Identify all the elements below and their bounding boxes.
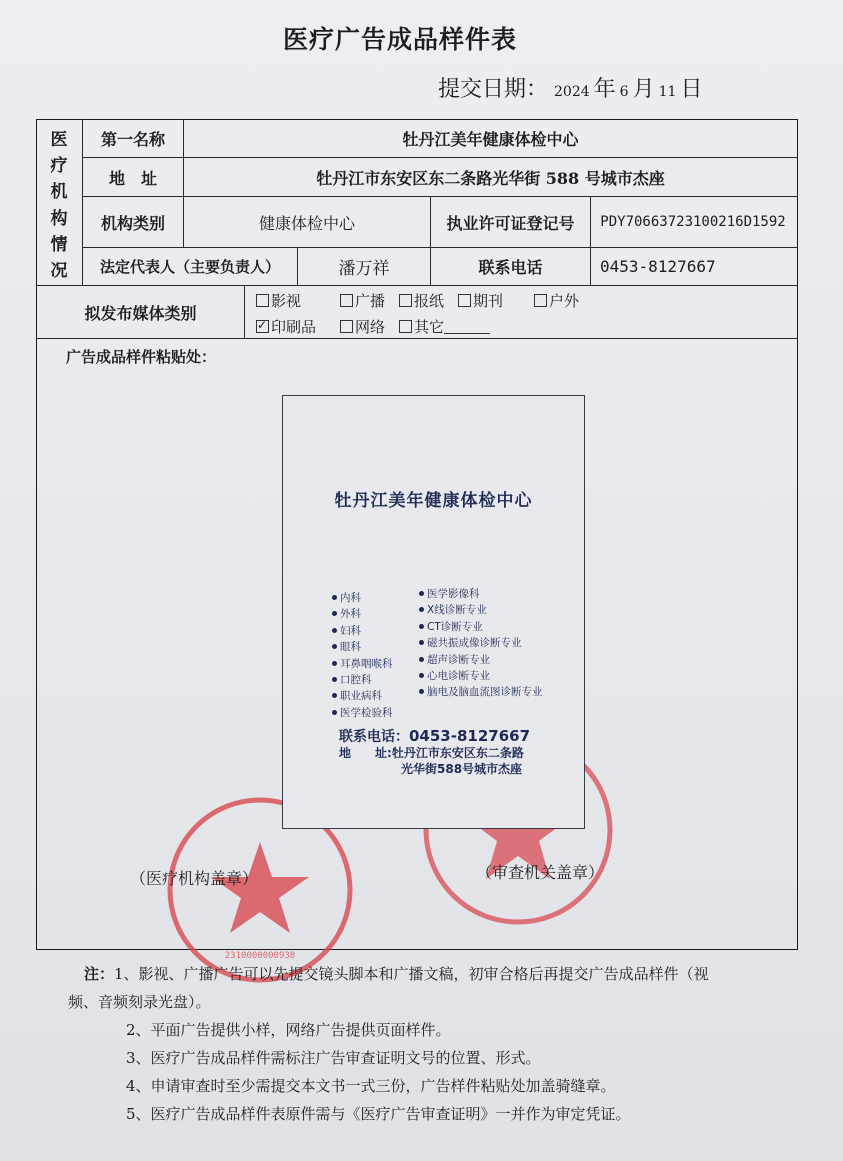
section-char: 情: [50, 234, 68, 255]
media-option-other[interactable]: [399, 316, 490, 337]
list-item: 医学影像科: [419, 586, 543, 602]
section-char: 医: [50, 129, 68, 150]
list-item: 超声诊断专业: [419, 652, 543, 668]
list-item: 磁共振成像诊断专业: [419, 635, 543, 651]
grid-line: [797, 119, 798, 950]
option-label: 户外: [549, 292, 580, 310]
media-label: 拟发布媒体类别: [84, 303, 197, 323]
checkbox[interactable]: [534, 294, 547, 307]
bullet-icon: [332, 677, 337, 682]
section-char: 况: [50, 261, 68, 282]
note-item: [84, 960, 709, 988]
section-char: 疗: [50, 155, 68, 176]
checkbox[interactable]: [399, 320, 412, 333]
bullet-icon: [419, 689, 424, 694]
bullet-icon: [419, 673, 424, 678]
checkbox[interactable]: [256, 294, 269, 307]
note-item: 4、申请审查时至少需提交本文书一式三份，广告样件粘贴处加盖骑缝章。: [126, 1077, 616, 1095]
option-label: 网络: [355, 318, 386, 336]
checkbox-checked[interactable]: [256, 320, 269, 333]
option-label: 其它: [414, 318, 445, 336]
option-label: 印刷品: [271, 318, 317, 336]
other-blank[interactable]: [444, 321, 490, 334]
checkbox[interactable]: [399, 294, 412, 307]
list-item: 口腔科: [332, 672, 393, 688]
sample-address-line2: 光华街588号城市杰座: [401, 762, 523, 776]
name-value: 牡丹江美年健康体检中心: [402, 130, 579, 149]
option-label: 报纸: [414, 292, 445, 310]
bullet-icon: [332, 644, 337, 649]
note-text: 1、影视、广播广告可以先提交镜头脚本和广播文稿，初审合格后再提交广告成品样件（视: [114, 965, 709, 983]
bullet-icon: [419, 624, 424, 629]
bullet-icon: [332, 628, 337, 633]
month-unit: 月: [632, 77, 655, 102]
legal-rep-label: 法定代表人（主要负责人）: [99, 258, 280, 276]
section-char: 构: [50, 208, 68, 229]
list-item: 眼科: [332, 639, 393, 655]
note-item: 3、医疗广告成品样件需标注广告审查证明文号的位置、形式。: [126, 1049, 541, 1067]
sample-phone-label: 联系电话：: [339, 729, 409, 745]
submit-day: 11: [658, 84, 677, 100]
grid-line: [36, 338, 797, 339]
sample-ad-paper: [282, 395, 585, 829]
sample-ad-name: 牡丹江美年健康体检中心: [334, 491, 533, 511]
bullet-icon: [332, 595, 337, 600]
section-char: 机: [50, 182, 68, 203]
grid-line: [244, 285, 245, 338]
review-seal-caption: （审查机关盖章）: [476, 863, 605, 882]
bullet-icon: [419, 657, 424, 662]
institution-seal-caption: （医疗机构盖章）: [130, 869, 259, 888]
list-item: 脑电及脑血流图诊断专业: [419, 684, 543, 700]
grid-line: [36, 949, 798, 950]
bullet-icon: [419, 640, 424, 645]
option-label: 期刊: [473, 292, 504, 310]
media-option-newspaper[interactable]: [399, 290, 444, 311]
media-option-outdoor[interactable]: [534, 290, 579, 311]
submit-date: [438, 72, 702, 103]
day-unit: 日: [680, 77, 703, 102]
departments-right: [419, 586, 543, 701]
notes-prefix: 注：: [84, 965, 115, 983]
type-label: 机构类别: [100, 213, 165, 233]
list-item: 妇科: [332, 623, 393, 639]
phone-label: 联系电话: [478, 258, 543, 277]
list-item: CT诊断专业: [419, 619, 543, 635]
legal-rep-value: 潘万祥: [338, 259, 390, 279]
list-item: 医学检验科: [332, 705, 393, 721]
bullet-icon: [419, 591, 424, 596]
media-option-print[interactable]: [256, 316, 316, 337]
license-value: PDY70663723100216D1592: [600, 213, 786, 230]
media-option-periodical[interactable]: [458, 290, 503, 311]
checkbox[interactable]: [340, 320, 353, 333]
note-item: 2、平面广告提供小样，网络广告提供页面样件。: [126, 1021, 451, 1039]
checkbox[interactable]: [340, 294, 353, 307]
license-label: 执业许可证登记号: [446, 213, 575, 233]
address-label: 地 址: [108, 168, 157, 188]
svg-text:2310000000938: 2310000000938: [224, 951, 296, 961]
sample-address-line1: 牡丹江市东安区东二条路: [391, 746, 524, 760]
list-item: 外科: [332, 606, 393, 622]
sample-phone-value: 0453-8127667: [409, 727, 531, 745]
submit-date-label: 提交日期：: [438, 77, 549, 102]
sample-contact-phone: [339, 726, 530, 746]
media-option-film[interactable]: [256, 290, 301, 311]
media-option-radio[interactable]: [340, 290, 385, 311]
list-item: 内科: [332, 590, 393, 606]
type-value: 健康体检中心: [258, 213, 355, 233]
page-title: 医疗广告成品样件表: [282, 25, 517, 54]
submit-month: 6: [619, 84, 629, 100]
submit-year: 2024: [554, 84, 590, 100]
name-label: 第一名称: [100, 130, 165, 149]
bullet-icon: [332, 693, 337, 698]
list-item: X线诊断专业: [419, 602, 543, 618]
list-item: 耳鼻咽喉科: [332, 656, 393, 672]
list-item: 心电诊断专业: [419, 668, 543, 684]
institution-section-label: [36, 124, 82, 282]
bullet-icon: [332, 611, 337, 616]
grid-line: [590, 196, 591, 285]
year-unit: 年: [593, 77, 616, 102]
paste-area-label: 广告成品样件粘贴处：: [66, 348, 217, 366]
option-label: 影视: [271, 292, 302, 310]
checkbox[interactable]: [458, 294, 471, 307]
sample-address-label: 地 址:: [339, 746, 392, 760]
bullet-icon: [332, 710, 337, 715]
option-label: 广播: [355, 292, 386, 310]
note-item: 5、医疗广告成品样件表原件需与《医疗广告审查证明》一并作为审定凭证。: [126, 1105, 631, 1123]
bullet-icon: [419, 607, 424, 612]
phone-value: 0453-8127667: [600, 257, 716, 276]
sample-contact-address: [339, 744, 524, 761]
departments-left: [332, 590, 393, 721]
address-value: 牡丹江市东安区东二条路光华街 588 号城市杰座: [316, 168, 665, 188]
list-item: 职业病科: [332, 688, 393, 704]
note-item: 频、音频刻录光盘）。: [68, 993, 211, 1011]
media-option-network[interactable]: [340, 316, 385, 337]
bullet-icon: [332, 661, 337, 666]
